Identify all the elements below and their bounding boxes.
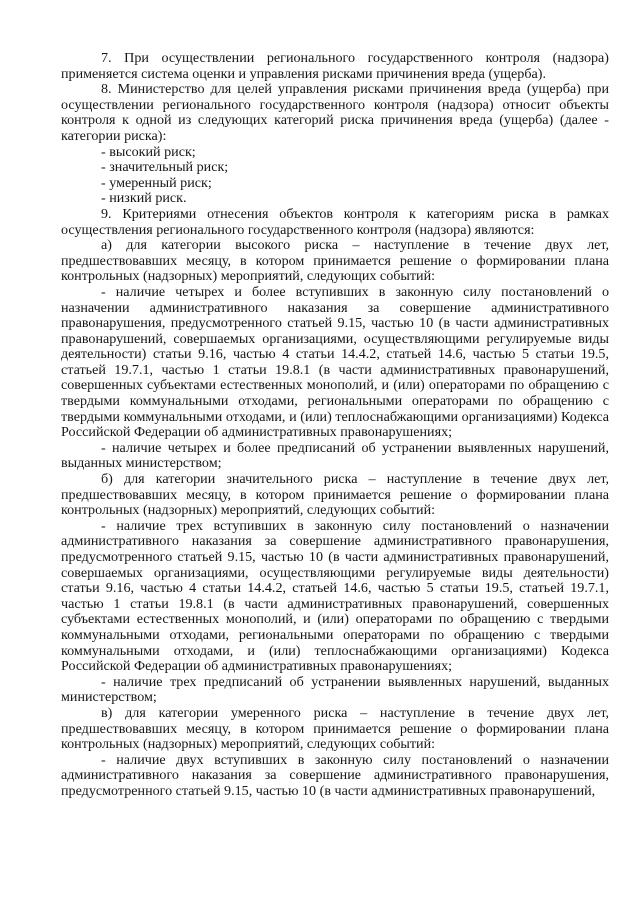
list-item-moderate-risk: - умеренный риск;	[101, 174, 212, 191]
list-item-significant-risk: - значительный риск;	[101, 159, 229, 176]
criterion-b-orders: - наличие трех предписаний об устранении выявленных нарушений, выданных министерством;	[61, 673, 609, 706]
criterion-a-resolutions: - наличие четырех и более вступивших в законную силу постановлений о назначении административного наказания за совершение административного правонарушения, предусмотренного статьей 9.15, частью 10 (в части административных правонарушений, совершаемых организациями, осуществляющими регулируемые виды деятельности) статьи 9.16, частью 4 статьи 14.4.2, статьей 14.6, частью 5 статьи 19.5, статьей 19.7.1, частью 1 статьи 19.8.1 (в части административных правонарушений, совершенных субъектами естественных монополий, и (или) операторами по обращению с твердыми коммунальными отходами, региональными операторами по обращению с твердыми коммунальными отходами, и (или) теплоснабжающими организациями) Кодекса Российской Федерации об административных правонарушениях;	[61, 283, 609, 441]
paragraph-7-risk-system: 7. При осуществлении регионального государственного контроля (надзора) применяется система оценки и управления рисками причинения вреда (ущерба).	[61, 50, 609, 82]
criterion-v-resolutions: - наличие двух вступивших в законную силу постановлений о назначении административного наказания за совершение административного правонарушения, предусмотренного статьей 9.15, частью 10 (в части административных правонарушений,	[61, 751, 609, 799]
paragraph-8-risk-categories: 8. Министерство для целей управления рисками причинения вреда (ущерба) при осуществлении регионального государственного контроля (надзора) относит объекты контроля к одной из следующих категорий риска причинения вреда (ущерба) (далее - категории риска):	[61, 81, 609, 144]
subparagraph-b-significant-risk: б) для категории значительного риска – наступление в течение двух лет, предшествовавших месяцу, в котором принимается решение о формировании плана контрольных (надзорных) мероприятий, следующих событий:	[61, 471, 609, 519]
criterion-b-resolutions: - наличие трех вступивших в законную силу постановлений о назначении административного наказания за совершение административного правонарушения, предусмотренного статьей 9.15, частью 10 (в части административных правонарушений, совершаемых организациями, осуществляющими регулируемые виды деятельности) статьи 9.16, частью 4 статьи 14.4.2, статьей 14.6, частью 5 статьи 19.5, статьей 19.7.1, частью 1 статьи 19.8.1 (в части административных правонарушений, совершенных субъектами естественных монополий, и (или) операторами по обращению с твердыми коммунальными отходами, региональными операторами по обращению с твердыми коммунальными отходами, и (или) теплоснабжающими организациями) Кодекса Российской Федерации об административных правонарушениях;	[61, 517, 609, 675]
subparagraph-a-high-risk: а) для категории высокого риска – наступление в течение двух лет, предшествовавших месяцу, в котором принимается решение о формировании плана контрольных (надзорных) мероприятий, следующих событий:	[61, 237, 609, 285]
criterion-a-orders: - наличие четырех и более предписаний об устранении выявленных нарушений, выданных министерством;	[61, 439, 609, 472]
list-item-high-risk: - высокий риск;	[101, 143, 196, 160]
list-item-low-risk: - низкий риск.	[101, 190, 187, 207]
paragraph-9-criteria: 9. Критериями отнесения объектов контроля к категориям риска в рамках осуществления регионального государственного контроля (надзора) являются:	[61, 205, 609, 238]
subparagraph-v-moderate-risk: в) для категории умеренного риска – наступление в течение двух лет, предшествовавших месяцу, в котором принимается решение о формировании плана контрольных (надзорных) мероприятий, следующих событий:	[61, 704, 609, 753]
